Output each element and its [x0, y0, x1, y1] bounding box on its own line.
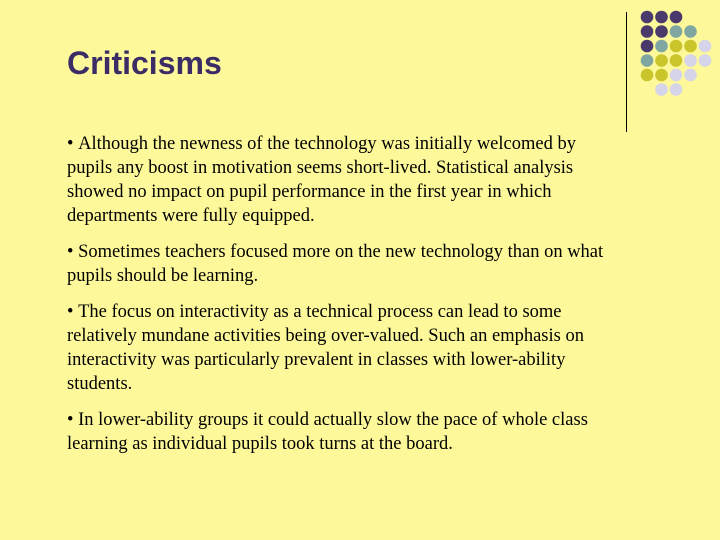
bullet-item — [67, 300, 607, 396]
decorative-dot — [699, 54, 712, 67]
bullet-text: Although the newness of the technology was initially welcomed by pupils any boost in motivation seems short-lived. Statistical analysis showed no impact on pupil performance in the first year in which departments were fully equipped. — [67, 134, 576, 226]
decorative-dot — [655, 54, 668, 67]
decorative-dot — [641, 25, 654, 38]
bullet-text: The focus on interactivity as a technical process can lead to some relatively mundane activities being over-valued. Such an emphasis on interactivity was particularly prevalent in classes with lower-ability students. — [67, 302, 584, 394]
bullet-marker — [67, 134, 78, 154]
decorative-dot — [641, 40, 654, 53]
bullet-item — [67, 408, 607, 456]
decorative-dot — [670, 25, 683, 38]
decorative-dot — [684, 40, 697, 53]
bullet-item — [67, 132, 607, 228]
decorative-dot — [655, 40, 668, 53]
decorative-dot — [641, 69, 654, 82]
decorative-dot — [670, 83, 683, 96]
bullet-item — [67, 240, 607, 288]
decorative-dot — [641, 54, 654, 67]
decorative-dot — [641, 11, 654, 24]
decorative-dot — [684, 25, 697, 38]
slide-title: Criticisms — [67, 45, 222, 81]
bullet-list — [67, 132, 607, 468]
bullet-text: Sometimes teachers focused more on the new technology than on what pupils should be learning. — [67, 242, 604, 286]
vertical-divider-line — [626, 12, 627, 132]
bullet-text: In lower-ability groups it could actually slow the pace of whole class learning as individual pupils took turns at the board. — [67, 410, 588, 454]
decorative-dot — [699, 40, 712, 53]
bullet-marker — [67, 242, 78, 262]
decorative-dot — [655, 11, 668, 24]
bullet-marker — [67, 410, 78, 430]
decorative-dot — [670, 54, 683, 67]
decorative-dot — [670, 69, 683, 82]
decorative-dot — [655, 25, 668, 38]
bullet-marker — [67, 302, 78, 322]
decorative-dot — [684, 69, 697, 82]
decorative-dot — [670, 40, 683, 53]
decorative-dot — [655, 83, 668, 96]
decorative-dot — [655, 69, 668, 82]
decorative-dot — [670, 11, 683, 24]
decorative-dot — [684, 54, 697, 67]
